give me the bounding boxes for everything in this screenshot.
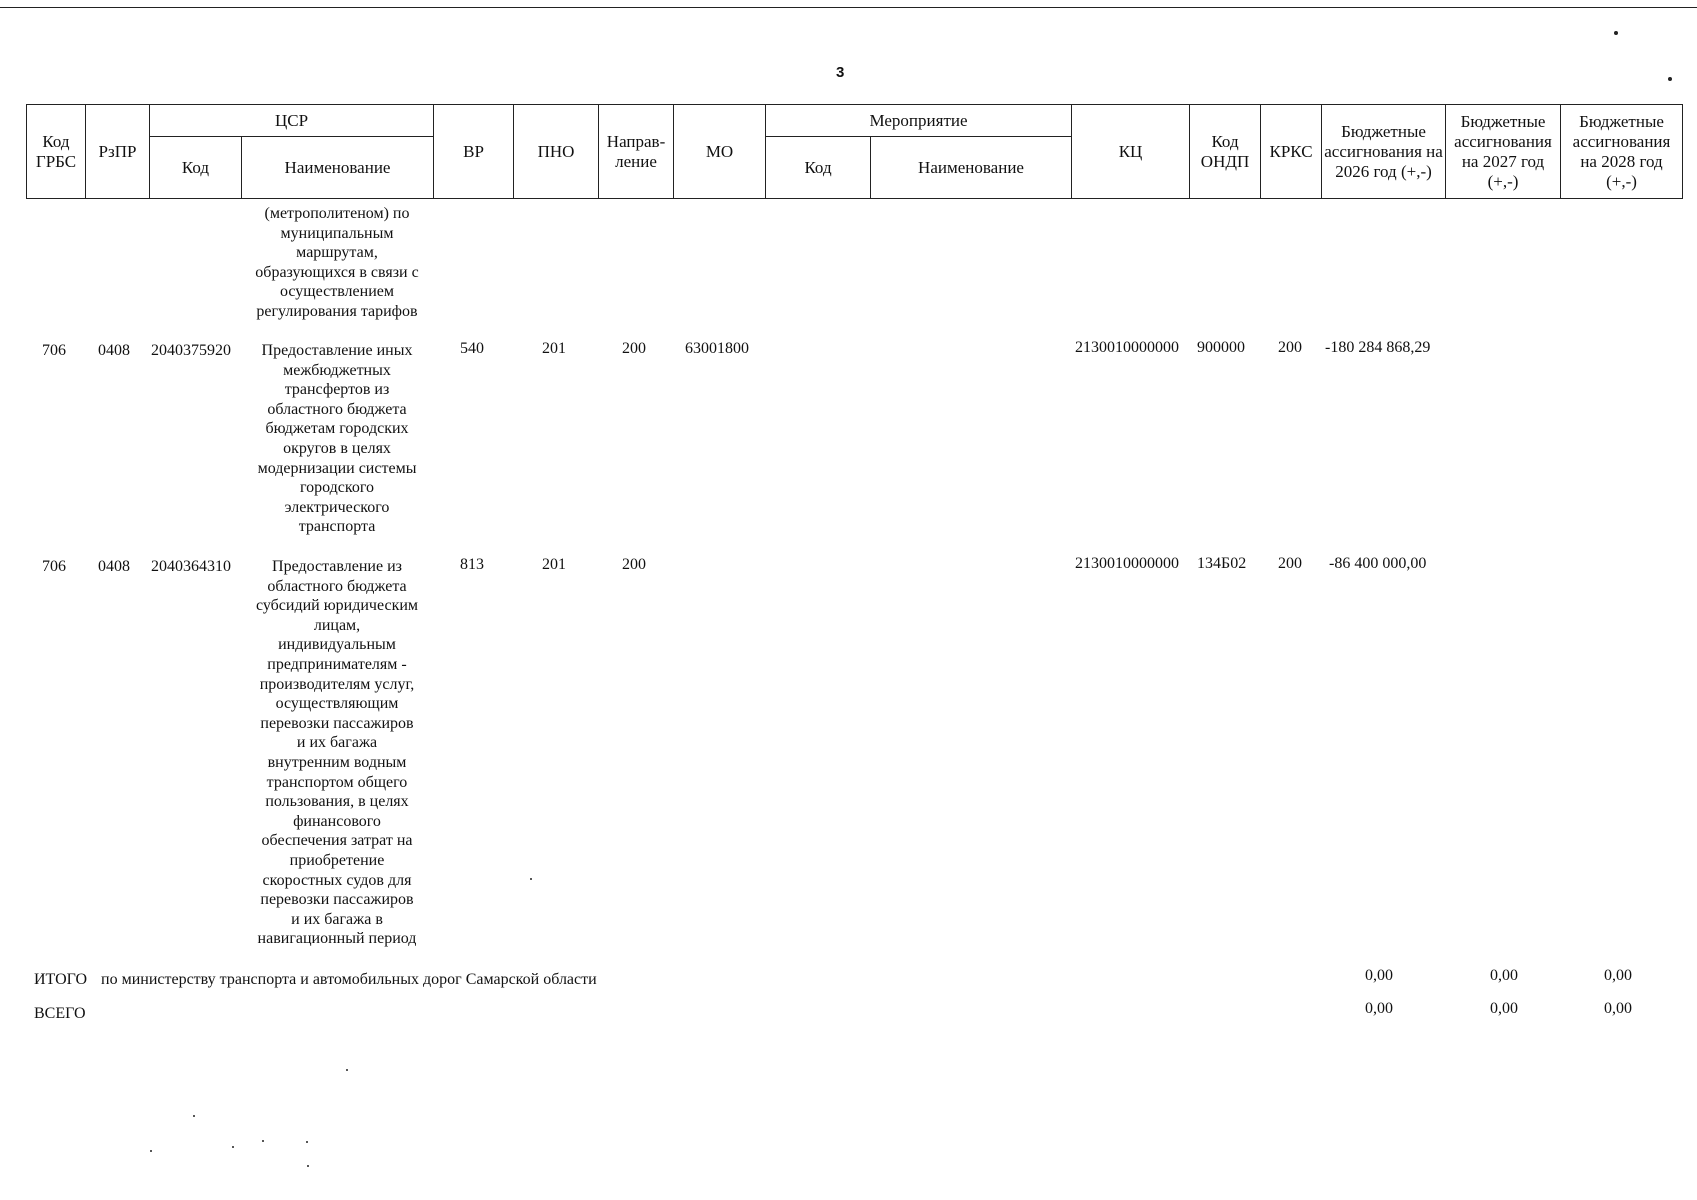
row-rzpr: 0408: [98, 558, 130, 575]
itogo-text: по министерству транспорта и автомобильных дорог Самарской области: [101, 971, 597, 988]
row-csr-code: 2040375920: [151, 342, 231, 359]
itogo-label: ИТОГО: [34, 971, 88, 988]
continuation-name: (метрополитеном) по муниципальным маршрутам, образующихся в связи с осуществлением регулирования тарифов: [255, 205, 419, 320]
itogo-2026: 0,00: [1365, 967, 1393, 984]
row-csr-code: 2040364310: [151, 558, 231, 575]
row-kc: 2130010000000: [1075, 555, 1179, 572]
itogo-2028: 0,00: [1604, 967, 1632, 984]
scan-speck: [193, 1115, 195, 1117]
vsego-2026: 0,00: [1365, 1000, 1393, 1017]
header-table: [26, 104, 1683, 199]
row-grbs: 706: [42, 558, 66, 575]
row-vr: 813: [460, 556, 484, 573]
header-grbs: Код ГРБС: [27, 105, 86, 199]
scan-speck: [307, 1165, 309, 1167]
scan-speck: [306, 1141, 308, 1143]
header-event-code: Код: [766, 137, 871, 199]
row-direction: 200: [622, 556, 646, 573]
header-csr-name: Наименование: [242, 137, 434, 199]
vsego-label: ВСЕГО: [34, 1005, 86, 1022]
header-rzpr: РзПР: [86, 105, 150, 199]
page-number: 3: [836, 64, 845, 81]
vsego-2027: 0,00: [1490, 1000, 1518, 1017]
header-event-name: Наименование: [871, 137, 1072, 199]
row-vr: 540: [460, 340, 484, 357]
scan-speck: [232, 1146, 234, 1148]
scan-speck: [1614, 31, 1618, 35]
row-ondp: 134Б02: [1197, 555, 1247, 572]
vsego-2028: 0,00: [1604, 1000, 1632, 1017]
row-name: Предоставление из областного бюджета субсидий юридическим лицам, индивидуальным предпринимателям - производителям услуг, осуществляющим перевозки пассажиров и их багажа внутренним водным транспортом общего пользования, в целях финансового обеспечения затрат на приобретение скоростных судов для перевозки пассажиров и их багажа в навигационный период: [255, 558, 419, 948]
header-budget-2028: Бюджетные ассигнования на 2028 год (+,-): [1561, 105, 1683, 199]
scan-speck: [262, 1140, 264, 1142]
row-pno: 201: [542, 556, 566, 573]
scan-speck: [530, 878, 532, 880]
scan-speck: [150, 1150, 152, 1152]
row-direction: 200: [622, 340, 646, 357]
header-event: Мероприятие: [766, 105, 1072, 137]
row-ondp: 900000: [1197, 339, 1245, 356]
row-budget-2026: -86 400 000,00: [1329, 555, 1427, 572]
itogo-2027: 0,00: [1490, 967, 1518, 984]
row-grbs: 706: [42, 342, 66, 359]
row-rzpr: 0408: [98, 342, 130, 359]
header-kc: КЦ: [1072, 105, 1190, 199]
top-rule: [0, 7, 1697, 8]
header-vr: ВР: [434, 105, 514, 199]
row-kc: 2130010000000: [1075, 339, 1179, 356]
header-csr-code: Код: [150, 137, 242, 199]
header-ondp: Код ОНДП: [1190, 105, 1261, 199]
scan-speck: [1668, 77, 1672, 81]
header-csr: ЦСР: [150, 105, 434, 137]
row-pno: 201: [542, 340, 566, 357]
row-mo: 63001800: [685, 340, 749, 357]
header-budget-2026: Бюджетные ассигнования на 2026 год (+,-): [1322, 105, 1446, 199]
row-budget-2026: -180 284 868,29: [1325, 339, 1431, 356]
header-pno: ПНО: [514, 105, 599, 199]
row-name: Предоставление иных межбюджетных трансфертов из областного бюджета бюджетам городских округов в целях модернизации системы городского электрического транспорта: [257, 342, 417, 536]
header-mo: МО: [674, 105, 766, 199]
row-krks: 200: [1278, 339, 1302, 356]
header-krks: КРКС: [1261, 105, 1322, 199]
row-krks: 200: [1278, 555, 1302, 572]
header-budget-2027: Бюджетные ассигнования на 2027 год (+,-): [1446, 105, 1561, 199]
scan-speck: [346, 1069, 348, 1071]
header-direction: Направ-ление: [599, 105, 674, 199]
